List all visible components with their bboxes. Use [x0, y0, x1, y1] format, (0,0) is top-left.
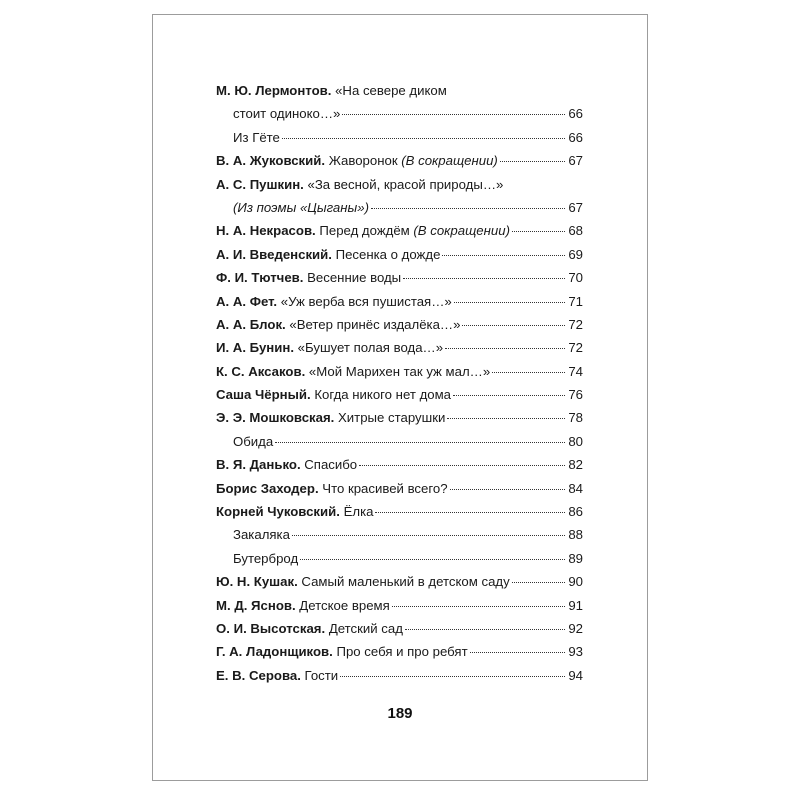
toc-page-number: 66 — [568, 129, 583, 145]
toc-note: (В сокращении) — [413, 223, 510, 239]
toc-title: Самый маленький в детском саду — [297, 574, 510, 590]
dot-leader — [340, 676, 565, 677]
toc-page-number: 90 — [568, 574, 583, 590]
toc-title: Жаворонок — [325, 153, 402, 169]
toc-page-number: 86 — [568, 504, 583, 520]
dot-leader — [275, 442, 565, 443]
dot-leader — [300, 559, 565, 560]
dot-leader — [445, 348, 565, 349]
dot-leader — [282, 138, 565, 139]
toc-entry — [216, 130, 583, 153]
toc-title: Спасибо — [300, 457, 358, 473]
dot-leader — [512, 231, 565, 232]
toc-page-number: 72 — [568, 316, 583, 332]
toc-entry — [216, 551, 583, 574]
toc-title: Гости — [300, 667, 339, 683]
toc-author: М. Д. Яснов. — [216, 597, 296, 613]
toc-author: В. А. Жуковский. — [216, 153, 326, 169]
toc-title: Детский сад — [325, 620, 403, 636]
table-of-contents — [216, 83, 583, 691]
toc-page-number: 89 — [568, 550, 583, 566]
dot-leader — [492, 372, 565, 373]
toc-page-number: 71 — [568, 293, 583, 309]
toc-entry — [216, 270, 583, 293]
toc-page-number: 82 — [568, 457, 583, 473]
dot-leader — [359, 465, 565, 466]
toc-title: Бутерброд — [233, 550, 299, 566]
toc-page-number: 68 — [568, 223, 583, 239]
toc-author: Е. В. Серова. — [216, 667, 301, 683]
toc-author: Борис Заходер. — [216, 480, 319, 496]
toc-entry — [216, 527, 583, 550]
toc-author: Ю. Н. Кушак. — [216, 574, 298, 590]
toc-page-number: 74 — [568, 363, 583, 379]
toc-author: Э. Э. Мошковская. — [216, 410, 335, 426]
toc-author: Саша Чёрный. — [216, 387, 311, 403]
toc-author: В. Я. Данько. — [216, 457, 301, 473]
toc-entry — [216, 83, 583, 106]
dot-leader — [470, 652, 565, 653]
toc-title: Из Гёте — [233, 129, 280, 145]
dot-leader — [405, 629, 565, 630]
toc-page-number: 67 — [568, 199, 583, 215]
toc-page-number: 69 — [568, 246, 583, 262]
toc-entry — [216, 598, 583, 621]
toc-page-number: 84 — [568, 480, 583, 496]
toc-entry — [216, 247, 583, 270]
toc-title: Перед дождём — [315, 223, 414, 239]
toc-title: Детское время — [295, 597, 390, 613]
toc-entry — [216, 106, 583, 129]
toc-page-number: 72 — [568, 340, 583, 356]
toc-page-number: 67 — [568, 153, 583, 169]
dot-leader — [375, 512, 565, 513]
toc-entry — [216, 317, 583, 340]
toc-author: А. А. Фет. — [216, 293, 278, 309]
toc-page-number: 76 — [568, 387, 583, 403]
toc-entry — [216, 223, 583, 246]
toc-entry — [216, 294, 583, 317]
toc-author: Корней Чуковский. — [216, 504, 340, 520]
toc-entry — [216, 644, 583, 667]
toc-title: «Бушует полая вода…» — [294, 340, 444, 356]
toc-entry — [216, 668, 583, 691]
toc-entry — [216, 340, 583, 363]
toc-entry — [216, 574, 583, 597]
toc-note: (В сокращении) — [401, 153, 498, 169]
dot-leader — [447, 418, 565, 419]
toc-author: Н. А. Некрасов. — [216, 223, 316, 239]
toc-title: «На севере диком — [331, 83, 447, 98]
toc-title: Хитрые старушки — [334, 410, 446, 426]
toc-entry — [216, 504, 583, 527]
toc-title: Песенка о дожде — [331, 246, 441, 262]
dot-leader — [292, 535, 565, 536]
toc-author: И. А. Бунин. — [216, 340, 294, 356]
toc-author: О. И. Высотская. — [216, 620, 326, 636]
toc-page-number: 94 — [568, 667, 583, 683]
toc-page-number: 91 — [568, 597, 583, 613]
toc-author: М. Ю. Лермонтов. — [216, 83, 332, 98]
dot-leader — [403, 278, 565, 279]
dot-leader — [512, 582, 565, 583]
toc-title: Когда никого нет дома — [310, 387, 451, 403]
dot-leader — [342, 114, 565, 115]
toc-author: К. С. Аксаков. — [216, 363, 306, 379]
toc-title: «За весной, красой природы…» — [303, 176, 504, 192]
toc-page-number: 80 — [568, 433, 583, 449]
toc-entry — [216, 177, 583, 200]
toc-page-number: 70 — [568, 270, 583, 286]
toc-entry — [216, 364, 583, 387]
toc-title: Ёлка — [339, 504, 374, 520]
toc-author: А. С. Пушкин. — [216, 176, 304, 192]
dot-leader — [392, 606, 565, 607]
toc-title: стоит одиноко…» — [233, 106, 341, 122]
dot-leader — [462, 325, 565, 326]
dot-leader — [371, 208, 565, 209]
toc-page-number: 88 — [568, 527, 583, 543]
toc-title: «Ветер принёс издалёка…» — [285, 316, 461, 332]
toc-entry — [216, 434, 583, 457]
toc-entry — [216, 621, 583, 644]
toc-author: Ф. И. Тютчев. — [216, 270, 304, 286]
toc-note: (Из поэмы «Цыганы») — [233, 199, 369, 215]
toc-author: Г. А. Ладонщиков. — [216, 644, 333, 660]
toc-entry — [216, 387, 583, 410]
toc-page-number: 92 — [568, 620, 583, 636]
toc-page-number: 66 — [568, 106, 583, 122]
toc-author: А. И. Введенский. — [216, 246, 332, 262]
toc-entry — [216, 481, 583, 504]
toc-entry — [216, 153, 583, 176]
toc-title: «Уж верба вся пушистая…» — [277, 293, 452, 309]
toc-title: Что красивей всего? — [318, 480, 448, 496]
page-number: 189 — [387, 705, 413, 722]
dot-leader — [453, 395, 565, 396]
dot-leader — [454, 302, 565, 303]
toc-page-number: 78 — [568, 410, 583, 426]
toc-title: Обида — [233, 433, 274, 449]
dot-leader — [442, 255, 565, 256]
toc-title: «Мой Марихен так уж мал…» — [305, 363, 491, 379]
toc-title: Весенние воды — [303, 270, 402, 286]
toc-entry — [216, 457, 583, 480]
toc-page-number: 93 — [568, 644, 583, 660]
dot-leader — [450, 489, 565, 490]
dot-leader — [500, 161, 565, 162]
toc-title: Про себя и про ребят — [332, 644, 468, 660]
toc-title: Закаляка — [233, 527, 290, 543]
toc-entry — [216, 200, 583, 223]
toc-entry — [216, 410, 583, 433]
toc-author: А. А. Блок. — [216, 316, 286, 332]
